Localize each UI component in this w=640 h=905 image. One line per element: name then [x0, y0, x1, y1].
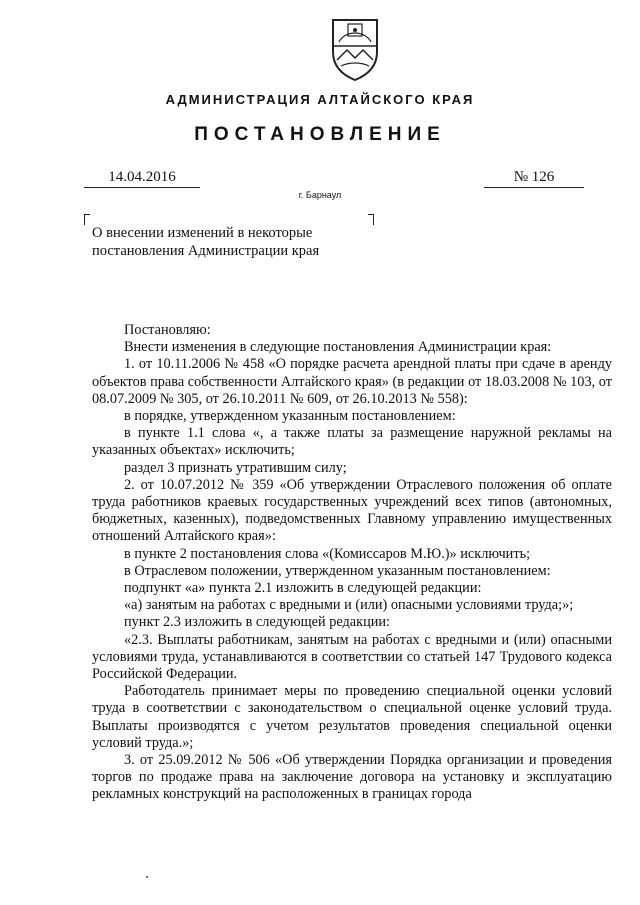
body-paragraph: в Отраслевом положении, утвержденном указанным постановлением:	[124, 562, 551, 579]
body-paragraph: Работодатель принимает меры по проведению специальной оценки условий труда в соответствии с законодательством о специальной оценке условий труда. Выплаты производятся с учетом результатов проведения специальной оценки условий труда.»;	[92, 683, 612, 751]
subject-bracket-left	[84, 214, 90, 225]
body-paragraph: Постановляю:	[124, 322, 211, 338]
body-paragraph: подпункт «а» пункта 2.1 изложить в следующей редакции:	[124, 580, 482, 597]
subject-line-2: постановления Администрации края	[92, 243, 320, 259]
body-paragraph: Внести изменения в следующие постановления Администрации края:	[124, 339, 552, 356]
body-paragraph: «а) занятым на работах с вредными и (или) опасными условиями труда;»;	[124, 597, 574, 614]
body-paragraph: в пункте 1.1 слова «, а также платы за размещение наружной рекламы на указанных объектах» исключить;	[92, 425, 612, 459]
body-paragraph: в порядке, утвержденном указанным постановлением:	[124, 408, 456, 425]
body-paragraph: 2. от 10.07.2012 № 359 «Об утверждении Отраслевого положения об оплате труда работников краевых государственных учреждений всех типов (автономных, бюджетных, казенных), подведомственных Главному управлению имущественных отношений Алтайского края»:	[92, 476, 612, 545]
body-paragraph: пункт 2.3 изложить в следующей редакции:	[124, 614, 391, 631]
body-paragraph: раздел 3 признать утратившим силу;	[124, 459, 347, 476]
body-paragraph: 1. от 10.11.2006 № 458 «О порядке расчета арендной платы при сдаче в аренду объектов права собственности Алтайского края» (в редакции от 18.03.2008 № 103, от 08.07.2009 № 305, от 26.10.2011 № 609, от 26.10.2013 № 558):	[92, 356, 612, 407]
document-subject	[92, 224, 452, 260]
document-type-title: ПОСТАНОВЛЕНИЕ	[194, 124, 446, 145]
body-paragraph: 3. от 25.09.2012 № 506 «Об утверждении Порядка организации и проведения торгов по продаже права на заключение договора на установку и эксплуатацию рекламных конструкций на расположенных в границах города	[92, 752, 612, 803]
body-paragraph: «2.3. Выплаты работникам, занятым на работах с вредными и (или) опасными условиями труда, устанавливаются в соответствии со статьей 147 Трудового кодекса Российской Федерации.	[92, 631, 612, 683]
coat-of-arms-icon	[329, 16, 381, 82]
document-date: 14.04.2016	[84, 169, 200, 188]
organization-title: АДМИНИСТРАЦИЯ АЛТАЙСКОГО КРАЯ	[165, 92, 475, 107]
subject-line-1: О внесении изменений в некоторые	[92, 225, 313, 241]
document-number: № 126	[484, 169, 584, 188]
scan-speck	[146, 876, 148, 878]
city-label: г. Барнаул	[298, 190, 342, 200]
document-body	[92, 322, 612, 804]
body-paragraph: в пункте 2 постановления слова «(Комиссаров М.Ю.)» исключить;	[124, 545, 531, 562]
